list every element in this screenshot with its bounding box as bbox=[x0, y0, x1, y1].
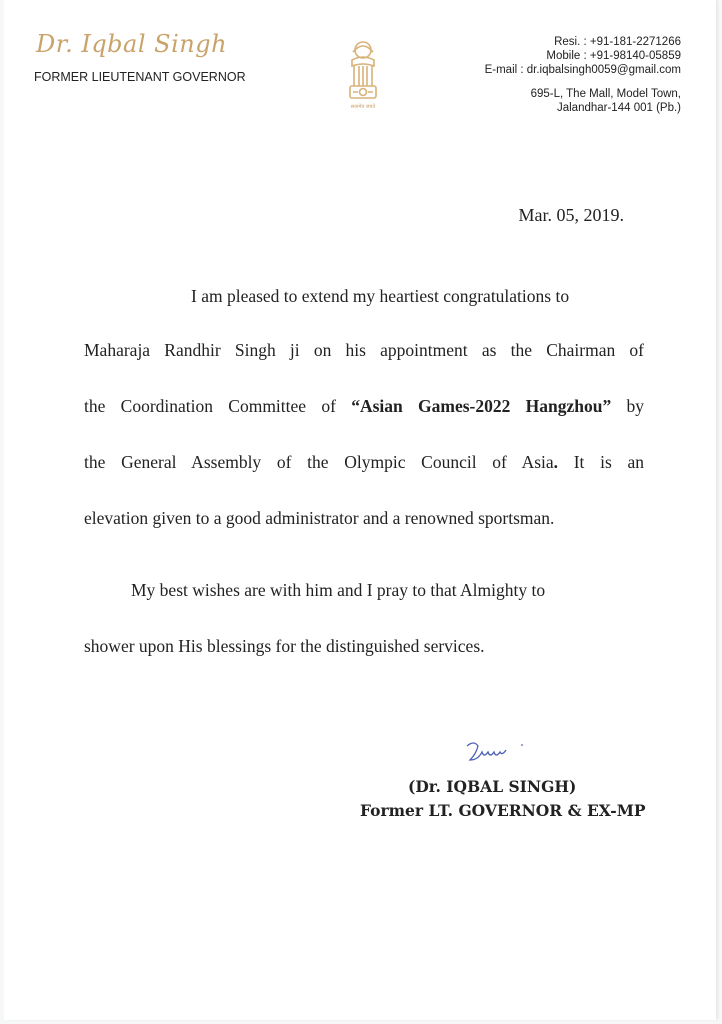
body-line-3-pre: the Coordination Committee of bbox=[84, 396, 352, 416]
body-line-3-post: by bbox=[611, 396, 645, 416]
contact-address-line1: 695-L, The Mall, Model Town, bbox=[530, 88, 681, 100]
body-line-1: I am pleased to extend my heartiest congratulations to bbox=[191, 286, 570, 306]
body-line-2: Maharaja Randhir Singh ji on his appointment as the Chairman of bbox=[84, 340, 644, 360]
body-line-7: shower upon His blessings for the distinguished services. bbox=[84, 636, 485, 656]
contact-address-line2: Jalandhar-144 001 (Pb.) bbox=[556, 102, 681, 114]
emblem-caption: सत्यमेव जयते bbox=[350, 104, 376, 110]
signatory-title: Former LT. GOVERNOR & EX-MP bbox=[360, 801, 646, 820]
letter-page bbox=[4, 0, 716, 1020]
body-line-4 bbox=[84, 452, 644, 473]
body-line-5: elevation given to a good administrator and a renowned sportsman. bbox=[84, 508, 555, 528]
letterhead-title: FORMER LIEUTENANT GOVERNOR bbox=[34, 70, 246, 84]
letter-date: Mar. 05, 2019. bbox=[518, 205, 624, 225]
handwritten-signature-icon bbox=[464, 738, 544, 768]
contact-email: E-mail : dr.iqbalsingh0059@gmail.com bbox=[484, 64, 681, 76]
body-line-3 bbox=[84, 396, 644, 417]
signatory-name: (Dr. IQBAL SINGH) bbox=[408, 777, 577, 796]
letterhead-name: Dr. Iqbal Singh bbox=[36, 30, 228, 58]
contact-block bbox=[485, 35, 681, 115]
contact-mobile: Mobile : +91-98140-05859 bbox=[546, 50, 681, 62]
event-name: “Asian Games-2022 Hangzhou” bbox=[351, 396, 612, 416]
body-line-4-period: . bbox=[553, 452, 559, 472]
body-line-4-post: It is an bbox=[558, 452, 644, 472]
body-line-6: My best wishes are with him and I pray to that Almighty to bbox=[131, 580, 546, 600]
body-line-4-pre: the General Assembly of the Olympic Council of Asia bbox=[84, 452, 554, 472]
contact-resi: Resi. : +91-181-2271266 bbox=[554, 36, 681, 48]
